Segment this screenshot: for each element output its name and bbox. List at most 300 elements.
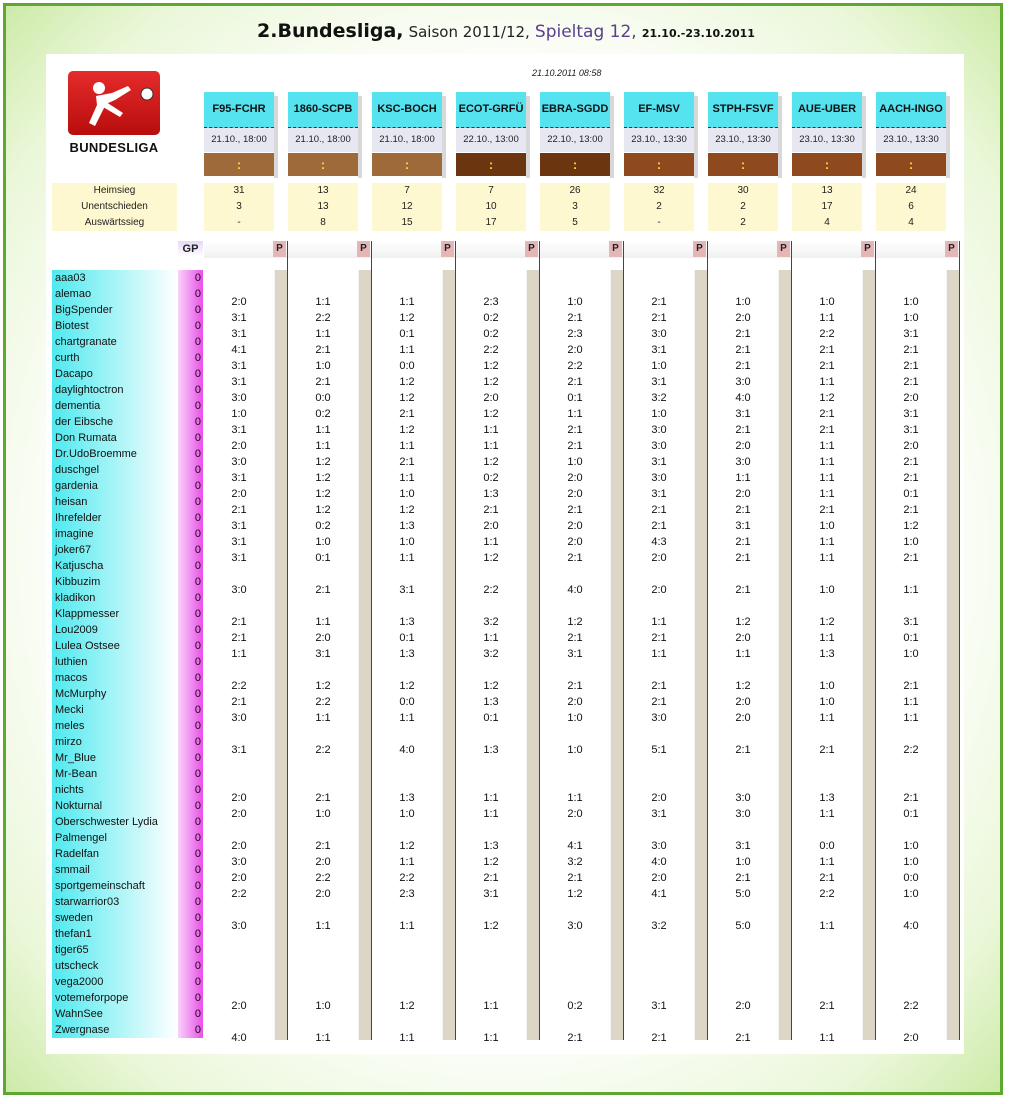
match-code[interactable]: AUE-UBER — [792, 92, 862, 128]
stat-draw: 12 — [401, 201, 413, 212]
player-name[interactable]: smmail — [52, 862, 177, 878]
match-date: 21.10., 18:00 — [288, 128, 358, 152]
logo-wordmark: BUNDESLIGA — [69, 140, 159, 155]
tip-cell: 1:0 — [819, 680, 835, 692]
tip-cell: 1:1 — [735, 648, 751, 660]
player-row — [52, 878, 203, 894]
player-name[interactable]: Ihrefelder — [52, 510, 177, 526]
tip-cell: 1:0 — [903, 296, 919, 308]
tip-cell: 3:0 — [651, 712, 667, 724]
tip-cell: 2:0 — [231, 440, 247, 452]
player-name[interactable]: Radelfan — [52, 846, 177, 862]
player-name[interactable]: Klappmesser — [52, 606, 177, 622]
player-name[interactable]: vega2000 — [52, 974, 177, 990]
tip-cell: 3:0 — [735, 792, 751, 804]
player-row — [52, 942, 203, 958]
tip-cell: 1:1 — [819, 536, 835, 548]
match-code[interactable]: KSC-BOCH — [372, 92, 442, 128]
points-track — [947, 270, 959, 1040]
stat-draw: 17 — [821, 201, 833, 212]
tip-cell: 1:1 — [399, 712, 415, 724]
tip-cell: 1:2 — [483, 456, 499, 468]
player-name[interactable]: McMurphy — [52, 686, 177, 702]
player-row — [52, 478, 203, 494]
label-home-win: Heimsieg — [93, 185, 136, 196]
stat-draw: 3 — [236, 201, 242, 212]
tip-cell: 1:2 — [483, 920, 499, 932]
tip-cell: 1:1 — [315, 920, 331, 932]
stat-home-win: 30 — [737, 185, 749, 196]
player-name[interactable]: meles — [52, 718, 177, 734]
tip-cell: 4:3 — [651, 536, 667, 548]
player-gp: 0 — [178, 830, 203, 846]
player-name[interactable]: thefan1 — [52, 926, 177, 942]
tip-cell: 3:2 — [651, 920, 667, 932]
tip-cell: 2:2 — [903, 744, 919, 756]
tip-cell: 2:2 — [315, 696, 331, 708]
tip-cell: 2:1 — [315, 792, 331, 804]
tip-cell: 3:0 — [231, 584, 247, 596]
tip-cell: 1:1 — [315, 328, 331, 340]
player-name[interactable]: sweden — [52, 910, 177, 926]
player-row — [52, 830, 203, 846]
player-name[interactable]: Don Rumata — [52, 430, 177, 446]
match-code[interactable]: ECOT-GRFÜ — [456, 92, 526, 128]
tip-cell: 2:0 — [735, 312, 751, 324]
tip-cell: 1:0 — [567, 712, 583, 724]
header-shadow — [442, 96, 446, 178]
player-row — [52, 894, 203, 910]
tip-cell: 1:0 — [231, 408, 247, 420]
tip-cell: 2:0 — [735, 632, 751, 644]
tip-cell: 1:1 — [567, 408, 583, 420]
tip-cell: 1:1 — [483, 808, 499, 820]
tip-cell: 0:1 — [315, 552, 331, 564]
tip-cell: 2:1 — [819, 504, 835, 516]
player-gp: 0 — [178, 1022, 203, 1038]
stat-draw: 13 — [317, 201, 329, 212]
tip-cell: 3:1 — [483, 888, 499, 900]
player-name[interactable]: macos — [52, 670, 177, 686]
points-track — [275, 270, 287, 1040]
tip-cell: 1:1 — [315, 424, 331, 436]
tip-cell: 2:0 — [735, 440, 751, 452]
tip-cell: 2:1 — [735, 328, 751, 340]
player-row — [52, 334, 203, 350]
tip-cell: 5:1 — [651, 744, 667, 756]
player-name[interactable]: dementia — [52, 398, 177, 414]
tip-cell: 2:1 — [567, 632, 583, 644]
tip-cell: 0:0 — [315, 392, 331, 404]
player-name[interactable]: joker67 — [52, 542, 177, 558]
player-name[interactable]: gardenia — [52, 478, 177, 494]
tip-cell: 2:0 — [651, 552, 667, 564]
tip-cell: 2:0 — [567, 520, 583, 532]
points-badge: P — [525, 241, 538, 257]
tip-cell: 3:1 — [651, 376, 667, 388]
player-name[interactable]: Kibbuzim — [52, 574, 177, 590]
tip-cell: 1:0 — [819, 696, 835, 708]
tip-cell: 1:2 — [399, 840, 415, 852]
tip-cell: 1:1 — [819, 472, 835, 484]
player-name[interactable]: Lou2009 — [52, 622, 177, 638]
match-code[interactable]: 1860-SCPB — [288, 92, 358, 128]
tip-cell: 2:2 — [231, 888, 247, 900]
player-name[interactable]: starwarrior03 — [52, 894, 177, 910]
tip-cell: 2:0 — [315, 632, 331, 644]
logo-emblem — [68, 71, 160, 135]
tip-cell: 1:2 — [735, 680, 751, 692]
player-name[interactable]: Mr_Blue — [52, 750, 177, 766]
match-code[interactable]: EF-MSV — [624, 92, 694, 128]
tip-cell: 3:1 — [651, 488, 667, 500]
tip-cell: 1:1 — [399, 920, 415, 932]
tip-cell: 2:1 — [903, 680, 919, 692]
player-name[interactable]: Dacapo — [52, 366, 177, 382]
tip-cell: 1:1 — [651, 616, 667, 628]
tip-cell: 2:0 — [567, 344, 583, 356]
player-name[interactable]: WahnSee — [52, 1006, 177, 1022]
player-row — [52, 606, 203, 622]
tip-cell: 2:0 — [315, 888, 331, 900]
player-name[interactable]: imagine — [52, 526, 177, 542]
player-row — [52, 414, 203, 430]
player-gp: 0 — [178, 798, 203, 814]
stat-draw: 2 — [656, 201, 662, 212]
player-row — [52, 318, 203, 334]
tip-cell: 4:1 — [567, 840, 583, 852]
tip-cell: 2:0 — [651, 584, 667, 596]
tip-cell: 1:2 — [483, 856, 499, 868]
tip-cell: 2:2 — [903, 1000, 919, 1012]
player-row — [52, 782, 203, 798]
player-gp: 0 — [178, 926, 203, 942]
match-score: : — [204, 153, 274, 176]
player-name[interactable]: votemeforpope — [52, 990, 177, 1006]
tip-cell: 1:1 — [399, 856, 415, 868]
player-gp: 0 — [178, 1006, 203, 1022]
tip-cell: 1:1 — [819, 440, 835, 452]
tip-cell: 2:1 — [735, 552, 751, 564]
player-name[interactable]: alemao — [52, 286, 177, 302]
player-name[interactable]: Dr.UdoBroemme — [52, 446, 177, 462]
player-gp: 0 — [178, 590, 203, 606]
tip-cell: 3:0 — [567, 920, 583, 932]
player-name[interactable]: duschgel — [52, 462, 177, 478]
label-draw: Unentschieden — [81, 201, 148, 212]
tip-cell: 1:3 — [483, 696, 499, 708]
tip-cell: 2:0 — [231, 840, 247, 852]
tip-cell: 1:0 — [399, 808, 415, 820]
tip-cell: 4:0 — [735, 392, 751, 404]
tip-cell: 3:0 — [735, 808, 751, 820]
tip-cell: 2:1 — [903, 792, 919, 804]
tip-cell: 3:1 — [231, 520, 247, 532]
player-name[interactable]: curth — [52, 350, 177, 366]
match-stats — [456, 183, 526, 231]
player-gp: 0 — [178, 702, 203, 718]
tip-cell: 2:1 — [231, 616, 247, 628]
stat-away-win: 17 — [485, 217, 497, 228]
tip-cell: 1:3 — [399, 648, 415, 660]
tip-cell: 2:1 — [399, 408, 415, 420]
tip-cell: 1:1 — [819, 712, 835, 724]
tip-cell: 2:1 — [567, 376, 583, 388]
tip-cell: 1:0 — [735, 856, 751, 868]
tip-cell: 1:0 — [315, 360, 331, 372]
player-gp: 0 — [178, 734, 203, 750]
tip-cell: 3:1 — [903, 616, 919, 628]
player-name[interactable]: Palmengel — [52, 830, 177, 846]
player-gp: 0 — [178, 430, 203, 446]
player-gp: 0 — [178, 318, 203, 334]
tip-cell: 2:1 — [651, 632, 667, 644]
match-score: : — [624, 153, 694, 176]
tip-cell: 2:0 — [567, 808, 583, 820]
player-name[interactable]: kladikon — [52, 590, 177, 606]
match-date: 21.10., 18:00 — [372, 128, 442, 152]
tip-cell: 2:1 — [651, 296, 667, 308]
stat-home-win: 26 — [569, 185, 581, 196]
tip-cell: 0:2 — [315, 408, 331, 420]
match-date: 23.10., 13:30 — [708, 128, 778, 152]
tip-cell: 1:1 — [483, 440, 499, 452]
tip-cell: 3:1 — [651, 808, 667, 820]
player-name[interactable]: Biotest — [52, 318, 177, 334]
tip-cell: 1:0 — [903, 856, 919, 868]
player-name[interactable]: der Eibsche — [52, 414, 177, 430]
player-name[interactable]: aaa03 — [52, 270, 177, 286]
tip-cell: 2:2 — [399, 872, 415, 884]
tip-cell: 2:0 — [735, 1000, 751, 1012]
player-gp: 0 — [178, 766, 203, 782]
tip-cell: 2:0 — [651, 872, 667, 884]
tip-cell: 0:1 — [903, 632, 919, 644]
tip-cell: 0:2 — [567, 1000, 583, 1012]
player-gp: 0 — [178, 478, 203, 494]
player-name[interactable]: heisan — [52, 494, 177, 510]
tip-cell: 2:3 — [567, 328, 583, 340]
points-badge: P — [357, 241, 370, 257]
tip-cell: 1:1 — [819, 376, 835, 388]
player-name[interactable]: Oberschwester Lydia — [52, 814, 177, 830]
tip-cell: 2:0 — [903, 1032, 919, 1044]
player-row — [52, 750, 203, 766]
player-gp: 0 — [178, 542, 203, 558]
player-gp: 0 — [178, 414, 203, 430]
tip-cell: 3:2 — [483, 648, 499, 660]
tip-cell: 1:1 — [483, 1032, 499, 1044]
tip-cell: 4:1 — [231, 344, 247, 356]
stat-away-win: 2 — [740, 217, 746, 228]
tip-cell: 1:1 — [819, 632, 835, 644]
tip-cell: 2:0 — [483, 520, 499, 532]
player-row — [52, 670, 203, 686]
match-date: 23.10., 13:30 — [624, 128, 694, 152]
match-date: 21.10., 18:00 — [204, 128, 274, 152]
header-shadow — [694, 96, 698, 178]
player-gp: 0 — [178, 958, 203, 974]
player-row — [52, 590, 203, 606]
tip-cell: 4:0 — [651, 856, 667, 868]
match-code[interactable]: F95-FCHR — [204, 92, 274, 128]
tip-cell: 1:0 — [651, 408, 667, 420]
tip-cell: 2:1 — [903, 504, 919, 516]
player-gp: 0 — [178, 270, 203, 286]
player-row — [52, 366, 203, 382]
tip-cell: 2:2 — [819, 888, 835, 900]
player-gp: 0 — [178, 558, 203, 574]
tip-cell: 2:1 — [735, 1032, 751, 1044]
player-name[interactable]: tiger65 — [52, 942, 177, 958]
tip-cell: 0:0 — [819, 840, 835, 852]
player-name[interactable]: Nokturnal — [52, 798, 177, 814]
tip-cell: 1:0 — [819, 520, 835, 532]
match-score: : — [792, 153, 862, 176]
player-name[interactable]: chartgranate — [52, 334, 177, 350]
tip-cell: 2:1 — [567, 552, 583, 564]
tip-cell: 2:0 — [315, 856, 331, 868]
tip-cell: 1:2 — [315, 488, 331, 500]
tip-cell: 3:0 — [231, 392, 247, 404]
stat-home-win: 13 — [821, 185, 833, 196]
tip-cell: 2:2 — [819, 328, 835, 340]
player-name[interactable]: Katjuscha — [52, 558, 177, 574]
stat-draw: 10 — [485, 201, 497, 212]
player-name[interactable]: luthien — [52, 654, 177, 670]
tip-cell: 3:1 — [735, 520, 751, 532]
player-name[interactable]: Mr-Bean — [52, 766, 177, 782]
tip-cell: 1:1 — [483, 792, 499, 804]
match-score: : — [456, 153, 526, 176]
player-row — [52, 702, 203, 718]
player-row — [52, 798, 203, 814]
tip-cell: 1:1 — [819, 856, 835, 868]
player-row — [52, 910, 203, 926]
player-name[interactable]: nichts — [52, 782, 177, 798]
tip-cell: 2:1 — [567, 424, 583, 436]
tip-cell: 2:1 — [651, 520, 667, 532]
tip-cell: 1:2 — [903, 520, 919, 532]
bundesliga-logo — [68, 71, 160, 156]
player-gp: 0 — [178, 606, 203, 622]
points-track — [611, 270, 623, 1040]
update-timestamp: 21.10.2011 08:58 — [532, 68, 602, 78]
tip-cell: 2:1 — [651, 504, 667, 516]
header-shadow — [358, 96, 362, 178]
match-code[interactable]: AACH-INGO — [876, 92, 946, 128]
tip-cell: 3:1 — [903, 424, 919, 436]
match-date: 23.10., 13:30 — [792, 128, 862, 152]
player-row — [52, 270, 203, 286]
stat-away-win: - — [237, 217, 241, 228]
match-code[interactable]: STPH-FSVF — [708, 92, 778, 128]
tip-cell: 1:1 — [819, 312, 835, 324]
tip-cell: 1:0 — [819, 296, 835, 308]
header-shadow — [610, 96, 614, 178]
tip-cell: 1:1 — [735, 472, 751, 484]
season-label: Saison 2011/12, — [408, 23, 530, 41]
tip-cell: 4:0 — [567, 584, 583, 596]
player-name[interactable]: Lulea Ostsee — [52, 638, 177, 654]
tip-cell: 1:1 — [903, 712, 919, 724]
tip-cell: 1:3 — [483, 488, 499, 500]
tip-cell: 4:0 — [903, 920, 919, 932]
player-row — [52, 638, 203, 654]
tip-cell: 2:1 — [483, 872, 499, 884]
page-title — [0, 20, 1012, 42]
stat-home-win: 31 — [233, 185, 245, 196]
player-row — [52, 974, 203, 990]
tip-cell: 2:1 — [903, 552, 919, 564]
player-row — [52, 718, 203, 734]
tip-cell: 3:1 — [903, 328, 919, 340]
player-name[interactable]: mirzo — [52, 734, 177, 750]
match-stats — [876, 183, 946, 231]
tip-cell: 2:1 — [735, 504, 751, 516]
stat-draw: 2 — [740, 201, 746, 212]
player-name[interactable]: Zwergnase — [52, 1022, 177, 1038]
match-code[interactable]: EBRA-SGDD — [540, 92, 610, 128]
player-name[interactable]: sportgemeinschaft — [52, 878, 177, 894]
player-gp: 0 — [178, 622, 203, 638]
stat-away-win: 8 — [320, 217, 326, 228]
player-row — [52, 430, 203, 446]
match-score: : — [288, 153, 358, 176]
player-gp: 0 — [178, 942, 203, 958]
player-gp: 0 — [178, 878, 203, 894]
tip-cell: 2:1 — [819, 1000, 835, 1012]
tip-cell: 4:0 — [231, 1032, 247, 1044]
player-gp: 0 — [178, 526, 203, 542]
tip-cell: 1:0 — [903, 888, 919, 900]
match-stats — [792, 183, 862, 231]
tip-cell: 2:3 — [399, 888, 415, 900]
tip-cell: 2:3 — [483, 296, 499, 308]
tip-cell: 1:1 — [315, 1032, 331, 1044]
tip-cell: 1:3 — [819, 792, 835, 804]
tip-cell: 3:1 — [651, 1000, 667, 1012]
player-row — [52, 1006, 203, 1022]
player-name[interactable]: BigSpender — [52, 302, 177, 318]
player-gp: 0 — [178, 750, 203, 766]
tip-cell: 2:1 — [735, 872, 751, 884]
player-row — [52, 526, 203, 542]
points-badge: P — [945, 241, 958, 257]
tip-cell: 1:2 — [483, 376, 499, 388]
tip-cell: 1:3 — [399, 792, 415, 804]
tip-cell: 2:1 — [231, 696, 247, 708]
player-name[interactable]: daylightoctron — [52, 382, 177, 398]
match-stats — [540, 183, 610, 231]
tip-cell: 2:1 — [735, 584, 751, 596]
tip-cell: 1:1 — [483, 1000, 499, 1012]
tip-cell: 1:0 — [903, 648, 919, 660]
player-name[interactable]: utscheck — [52, 958, 177, 974]
tip-cell: 1:2 — [399, 376, 415, 388]
tip-cell: 2:1 — [651, 696, 667, 708]
player-row — [52, 846, 203, 862]
tip-cell: 0:1 — [483, 712, 499, 724]
tip-cell: 2:1 — [819, 872, 835, 884]
player-row — [52, 286, 203, 302]
player-name[interactable]: Mecki — [52, 702, 177, 718]
player-row — [52, 766, 203, 782]
tip-cell: 3:0 — [231, 920, 247, 932]
header-shadow — [946, 96, 950, 178]
match-stats — [624, 183, 694, 231]
points-track — [527, 270, 539, 1040]
